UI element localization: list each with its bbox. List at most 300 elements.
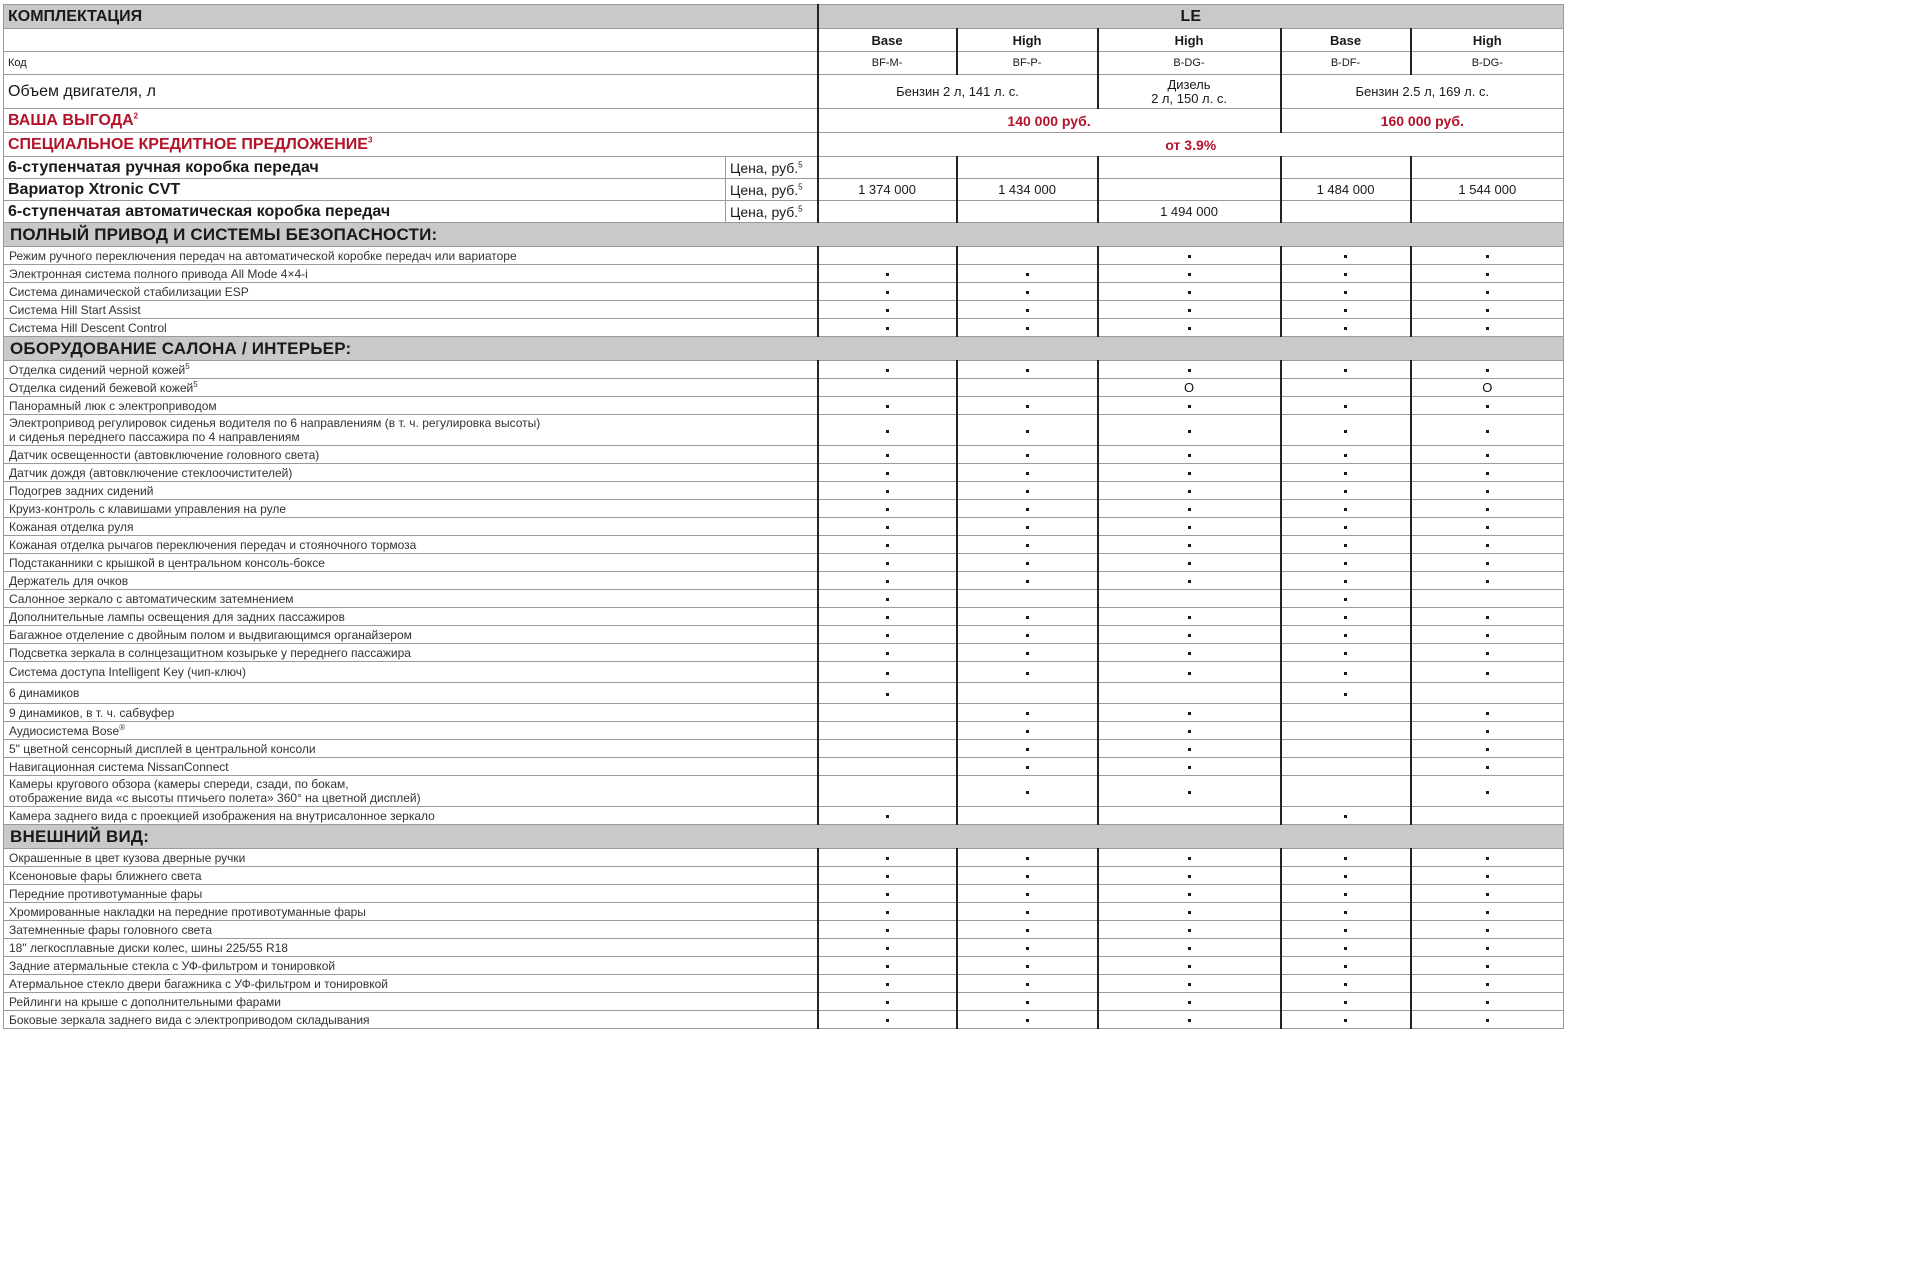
feature-row: [4, 626, 1564, 644]
feature-cell: [1098, 536, 1281, 554]
standard-dot-icon: [886, 652, 889, 655]
feature-cell: [1411, 807, 1564, 825]
standard-dot-icon: [1344, 472, 1347, 475]
feature-label: Навигационная система NissanConnect: [9, 759, 229, 774]
feature-cell: [818, 554, 957, 572]
feature-cell: [818, 867, 957, 885]
feature-cell: [818, 993, 957, 1011]
standard-dot-icon: [1026, 672, 1029, 675]
feature-label-cell: [4, 807, 818, 825]
feature-cell: [1411, 265, 1564, 283]
standard-dot-icon: [1486, 472, 1489, 475]
feature-cell: [957, 319, 1098, 337]
feature-row: [4, 554, 1564, 572]
standard-dot-icon: [1344, 672, 1347, 675]
standard-dot-icon: [1188, 748, 1191, 751]
feature-label-cell: [4, 885, 818, 903]
standard-dot-icon: [1188, 791, 1191, 794]
standard-dot-icon: [1188, 490, 1191, 493]
feature-cell: [957, 361, 1098, 379]
feature-cell: [818, 885, 957, 903]
standard-dot-icon: [1188, 652, 1191, 655]
feature-cell: [1281, 867, 1411, 885]
feature-label-cell: [4, 662, 818, 683]
standard-dot-icon: [1026, 562, 1029, 565]
feature-cell: [818, 500, 957, 518]
standard-dot-icon: [1188, 893, 1191, 896]
feature-cell: [957, 446, 1098, 464]
feature-row: [4, 776, 1564, 807]
standard-dot-icon: [1486, 430, 1489, 433]
standard-dot-icon: [1344, 875, 1347, 878]
feature-label-cell: [4, 590, 818, 608]
feature-cell: [1281, 319, 1411, 337]
standard-dot-icon: [1486, 1019, 1489, 1022]
feature-row: [4, 849, 1564, 867]
feature-cell: [957, 1011, 1098, 1029]
standard-dot-icon: [1344, 929, 1347, 932]
benefit-value-a: 140 000 руб.: [818, 109, 1281, 133]
feature-cell: [1411, 993, 1564, 1011]
price-label: Цена, руб.: [730, 203, 799, 220]
standard-dot-icon: [1486, 875, 1489, 878]
feature-row: [4, 722, 1564, 740]
standard-dot-icon: [1486, 291, 1489, 294]
feature-label-cell: [4, 361, 818, 379]
feature-label: Задние атермальные стекла с УФ-фильтром и тонировкой: [9, 958, 336, 973]
feature-label: Боковые зеркала заднего вида с электроприводом складывания: [9, 1012, 370, 1027]
feature-cell: [818, 939, 957, 957]
feature-cell: [957, 722, 1098, 740]
feature-cell: [1098, 776, 1281, 807]
feature-cell: [1411, 867, 1564, 885]
standard-dot-icon: [886, 526, 889, 529]
price-label-cell: [726, 201, 818, 223]
feature-cell: [1281, 518, 1411, 536]
feature-cell: [957, 518, 1098, 536]
feature-cell: [1098, 957, 1281, 975]
standard-dot-icon: [1026, 730, 1029, 733]
feature-label-cell: [4, 683, 818, 704]
feature-cell: [1281, 662, 1411, 683]
feature-cell: [1281, 975, 1411, 993]
feature-label-cell: [4, 397, 818, 415]
feature-cell: [1411, 482, 1564, 500]
engine-diesel: [1098, 75, 1281, 109]
feature-row: [4, 921, 1564, 939]
feature-cell: [957, 957, 1098, 975]
standard-dot-icon: [1188, 983, 1191, 986]
standard-dot-icon: [1026, 652, 1029, 655]
feature-cell: [1098, 993, 1281, 1011]
feature-cell: [1098, 283, 1281, 301]
standard-dot-icon: [1026, 712, 1029, 715]
standard-dot-icon: [1026, 327, 1029, 330]
grade-row: [4, 29, 1564, 52]
feature-label-cell: [4, 319, 818, 337]
feature-label: Затемненные фары головного света: [9, 922, 212, 937]
feature-cell: [1281, 957, 1411, 975]
feature-cell: [818, 590, 957, 608]
feature-label-cell: [4, 993, 818, 1011]
feature-label: Аудиосистема Bose: [9, 723, 120, 738]
feature-row: [4, 758, 1564, 776]
price-footnote: 5: [798, 203, 803, 213]
feature-cell: [1411, 319, 1564, 337]
standard-dot-icon: [1344, 947, 1347, 950]
feature-label: Подсветка зеркала в солнцезащитном козырьке у переднего пассажира: [9, 645, 411, 660]
feature-cell: [1098, 397, 1281, 415]
feature-cell: [1411, 683, 1564, 704]
feature-cell: [1411, 921, 1564, 939]
feature-row: [4, 644, 1564, 662]
feature-label: Система Hill Start Assist: [9, 302, 141, 317]
price-cell: 1 484 000: [1281, 179, 1411, 201]
feature-label: Отделка сидений бежевой кожей: [9, 380, 194, 395]
standard-dot-icon: [1344, 893, 1347, 896]
feature-cell: [1281, 446, 1411, 464]
feature-cell: [818, 957, 957, 975]
feature-cell: [1281, 397, 1411, 415]
feature-label-cell: [4, 921, 818, 939]
feature-label-cell: [4, 740, 818, 758]
grade-cell: High: [1411, 29, 1564, 52]
standard-dot-icon: [1486, 652, 1489, 655]
price-label: Цена, руб.: [730, 159, 799, 176]
standard-dot-icon: [1026, 430, 1029, 433]
feature-label: Система Hill Descent Control: [9, 320, 167, 335]
standard-dot-icon: [886, 693, 889, 696]
feature-cell: [1281, 740, 1411, 758]
standard-dot-icon: [886, 634, 889, 637]
feature-label: Окрашенные в цвет кузова дверные ручки: [9, 850, 246, 865]
feature-cell: [957, 683, 1098, 704]
feature-cell: [1411, 415, 1564, 446]
standard-dot-icon: [1026, 965, 1029, 968]
feature-label-line2: отображение вида «с высоты птичьего полета» 360° на цветной дисплей): [9, 791, 421, 805]
standard-dot-icon: [1026, 526, 1029, 529]
feature-row: [4, 867, 1564, 885]
feature-cell: [818, 283, 957, 301]
feature-cell: [818, 807, 957, 825]
feature-row: [4, 662, 1564, 683]
feature-cell: [1281, 415, 1411, 446]
equipment-table: [3, 4, 1564, 1029]
feature-cell: [1281, 379, 1411, 397]
feature-cell: [1281, 807, 1411, 825]
feature-label-cell: [4, 518, 818, 536]
feature-label-cell: [4, 704, 818, 722]
option-mark: O: [1183, 380, 1195, 395]
feature-cell: [818, 379, 957, 397]
feature-cell: [1411, 776, 1564, 807]
feature-cell: [1411, 283, 1564, 301]
standard-dot-icon: [886, 273, 889, 276]
standard-dot-icon: [1344, 369, 1347, 372]
standard-dot-icon: [1344, 815, 1347, 818]
feature-cell: [1098, 247, 1281, 265]
feature-cell: [1411, 397, 1564, 415]
standard-dot-icon: [1486, 405, 1489, 408]
price-cell: [1411, 201, 1564, 223]
standard-dot-icon: [1344, 405, 1347, 408]
feature-row: [4, 903, 1564, 921]
feature-cell: [1281, 608, 1411, 626]
feature-label-cell: [4, 247, 818, 265]
feature-row: [4, 740, 1564, 758]
feature-cell: [1281, 993, 1411, 1011]
price-cell: [1098, 157, 1281, 179]
standard-dot-icon: [1344, 1019, 1347, 1022]
feature-label: Датчик освещенности (автовключение головного света): [9, 447, 320, 462]
feature-cell: [1281, 626, 1411, 644]
feature-cell: [1098, 722, 1281, 740]
standard-dot-icon: [1026, 472, 1029, 475]
standard-dot-icon: [1188, 472, 1191, 475]
feature-cell: [1098, 807, 1281, 825]
standard-dot-icon: [886, 1001, 889, 1004]
engine-row: [4, 75, 1564, 109]
standard-dot-icon: [1486, 748, 1489, 751]
price-label: Цена, руб.: [730, 181, 799, 198]
engine-diesel-line1: Дизель: [1167, 76, 1211, 92]
standard-dot-icon: [1486, 255, 1489, 258]
standard-dot-icon: [1344, 526, 1347, 529]
feature-label-cell: [4, 415, 818, 446]
transmission-label: 6-ступенчатая автоматическая коробка передач: [4, 201, 726, 223]
feature-label: Хромированные накладки на передние противотуманные фары: [9, 904, 366, 919]
standard-dot-icon: [1188, 580, 1191, 583]
standard-dot-icon: [1188, 672, 1191, 675]
feature-cell: [957, 704, 1098, 722]
standard-dot-icon: [1026, 291, 1029, 294]
standard-dot-icon: [1344, 490, 1347, 493]
feature-cell: [957, 464, 1098, 482]
feature-cell: [1411, 626, 1564, 644]
feature-label-cell: [4, 608, 818, 626]
feature-row: [4, 885, 1564, 903]
feature-cell: [818, 446, 957, 464]
section-title: ПОЛНЫЙ ПРИВОД И СИСТЕМЫ БЕЗОПАСНОСТИ:: [4, 223, 1564, 247]
feature-cell: [1411, 849, 1564, 867]
feature-label: Панорамный люк с электроприводом: [9, 398, 217, 413]
standard-dot-icon: [886, 544, 889, 547]
feature-cell: [818, 301, 957, 319]
standard-dot-icon: [1188, 712, 1191, 715]
feature-row: [4, 1011, 1564, 1029]
feature-cell: [1411, 644, 1564, 662]
standard-dot-icon: [1486, 911, 1489, 914]
standard-dot-icon: [1344, 965, 1347, 968]
feature-row: [4, 397, 1564, 415]
feature-cell: [818, 683, 957, 704]
standard-dot-icon: [1188, 1001, 1191, 1004]
section-header: [4, 337, 1564, 361]
feature-cell: [818, 662, 957, 683]
standard-dot-icon: [886, 454, 889, 457]
feature-cell: [1411, 247, 1564, 265]
grade-cell: Base: [1281, 29, 1411, 52]
feature-cell: [818, 903, 957, 921]
feature-label: Подогрев задних сидений: [9, 483, 154, 498]
feature-row: [4, 683, 1564, 704]
table-title: КОМПЛЕКТАЦИЯ: [4, 5, 818, 29]
feature-cell: [1098, 464, 1281, 482]
feature-cell: [1098, 975, 1281, 993]
standard-dot-icon: [1026, 634, 1029, 637]
feature-cell: [1098, 704, 1281, 722]
standard-dot-icon: [1188, 730, 1191, 733]
standard-dot-icon: [1026, 273, 1029, 276]
code-cell: B-DG-: [1098, 52, 1281, 75]
feature-cell: [957, 301, 1098, 319]
feature-row: [4, 536, 1564, 554]
feature-label-cell: [4, 776, 818, 807]
benefit-footnote: 2: [133, 111, 139, 121]
feature-cell: [1098, 740, 1281, 758]
standard-dot-icon: [886, 430, 889, 433]
feature-cell: [1098, 554, 1281, 572]
benefit-row: [4, 109, 1564, 133]
feature-cell: [957, 993, 1098, 1011]
feature-label-cell: [4, 722, 818, 740]
feature-cell: [818, 397, 957, 415]
feature-cell: [1281, 536, 1411, 554]
feature-cell: [1281, 265, 1411, 283]
feature-cell: [1411, 464, 1564, 482]
feature-cell: [957, 500, 1098, 518]
feature-cell: [818, 776, 957, 807]
code-cell: B-DF-: [1281, 52, 1411, 75]
feature-cell: [1098, 683, 1281, 704]
feature-cell: [818, 740, 957, 758]
feature-label-cell: [4, 554, 818, 572]
feature-cell: [1411, 379, 1564, 397]
price-cell: [957, 157, 1098, 179]
feature-cell: [1411, 301, 1564, 319]
standard-dot-icon: [886, 672, 889, 675]
option-mark: O: [1482, 380, 1493, 395]
standard-dot-icon: [1188, 929, 1191, 932]
feature-cell: [1281, 849, 1411, 867]
feature-cell: [1281, 301, 1411, 319]
standard-dot-icon: [886, 965, 889, 968]
standard-dot-icon: [1486, 327, 1489, 330]
code-label: Код: [4, 52, 818, 75]
feature-row: [4, 283, 1564, 301]
standard-dot-icon: [1026, 766, 1029, 769]
price-label-cell: [726, 179, 818, 201]
feature-cell: [1098, 885, 1281, 903]
feature-cell: [1411, 722, 1564, 740]
feature-cell: [1281, 283, 1411, 301]
feature-label: Камеры кругового обзора (камеры спереди, сзади, по бокам,: [9, 777, 349, 791]
feature-cell: [1098, 301, 1281, 319]
feature-label-cell: [4, 867, 818, 885]
feature-cell: [1098, 921, 1281, 939]
feature-cell: [1411, 361, 1564, 379]
feature-label: Подстаканники с крышкой в центральном консоль-боксе: [9, 555, 325, 570]
standard-dot-icon: [1188, 911, 1191, 914]
feature-cell: [1281, 464, 1411, 482]
feature-cell: [1411, 590, 1564, 608]
engine-label: Объем двигателя, л: [4, 75, 818, 109]
credit-label: СПЕЦИАЛЬНОЕ КРЕДИТНОЕ ПРЕДЛОЖЕНИЕ: [8, 135, 368, 153]
standard-dot-icon: [886, 893, 889, 896]
standard-dot-icon: [1026, 893, 1029, 896]
standard-dot-icon: [1188, 965, 1191, 968]
group-label: LE: [818, 5, 1564, 29]
feature-label: 18" легкосплавные диски колес, шины 225/55 R18: [9, 940, 288, 955]
feature-label: Система динамической стабилизации ESP: [9, 284, 249, 299]
standard-dot-icon: [1188, 947, 1191, 950]
feature-cell: [818, 1011, 957, 1029]
credit-label-cell: [4, 133, 818, 157]
standard-dot-icon: [1188, 875, 1191, 878]
feature-cell: [957, 867, 1098, 885]
feature-cell: [1098, 518, 1281, 536]
standard-dot-icon: [1188, 526, 1191, 529]
feature-cell: [1098, 361, 1281, 379]
standard-dot-icon: [886, 327, 889, 330]
feature-row: [4, 939, 1564, 957]
price-label-cell: [726, 157, 818, 179]
standard-dot-icon: [1188, 616, 1191, 619]
feature-cell: [957, 379, 1098, 397]
feature-cell: [1281, 903, 1411, 921]
feature-cell: [818, 626, 957, 644]
standard-dot-icon: [886, 490, 889, 493]
feature-cell: [957, 662, 1098, 683]
standard-dot-icon: [1344, 309, 1347, 312]
standard-dot-icon: [886, 911, 889, 914]
feature-label: Держатель для очков: [9, 573, 129, 588]
feature-cell: [818, 608, 957, 626]
standard-dot-icon: [1344, 255, 1347, 258]
standard-dot-icon: [1486, 616, 1489, 619]
standard-dot-icon: [1026, 983, 1029, 986]
feature-cell: [818, 536, 957, 554]
feature-label-cell: [4, 283, 818, 301]
feature-cell: [1098, 903, 1281, 921]
price-cell: [818, 201, 957, 223]
feature-row: [4, 704, 1564, 722]
feature-row: [4, 446, 1564, 464]
feature-row: [4, 572, 1564, 590]
standard-dot-icon: [1486, 1001, 1489, 1004]
engine-diesel-line2: 2 л, 150 л. с.: [1151, 90, 1227, 106]
feature-cell: [818, 572, 957, 590]
standard-dot-icon: [1344, 598, 1347, 601]
standard-dot-icon: [1188, 766, 1191, 769]
feature-label-cell: [4, 939, 818, 957]
standard-dot-icon: [1188, 291, 1191, 294]
feature-cell: [818, 704, 957, 722]
code-cell: BF-M-: [818, 52, 957, 75]
feature-row: [4, 361, 1564, 379]
price-cell: [1281, 157, 1411, 179]
standard-dot-icon: [1344, 911, 1347, 914]
feature-cell: [1098, 644, 1281, 662]
standard-dot-icon: [1344, 983, 1347, 986]
standard-dot-icon: [1026, 748, 1029, 751]
price-cell: 1 494 000: [1098, 201, 1281, 223]
benefit-label: ВАША ВЫГОДА: [8, 111, 134, 129]
transmission-row: [4, 179, 1564, 201]
feature-label: Рейлинги на крыше с дополнительными фарами: [9, 994, 281, 1009]
feature-cell: [957, 247, 1098, 265]
feature-label: Атермальное стекло двери багажника с УФ-фильтром и тонировкой: [9, 976, 388, 991]
